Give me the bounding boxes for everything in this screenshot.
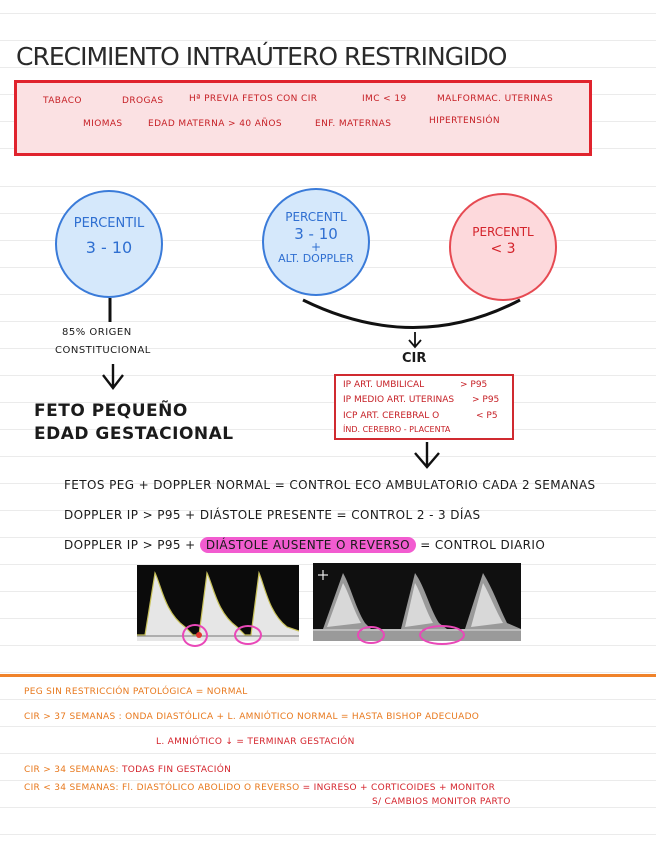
circle-label: PERCENTIL <box>73 216 145 231</box>
management-emphasis: TODAS FIN GESTACIÓN <box>122 765 232 775</box>
page-title: CRECIMIENTO INTRAÚTERO RESTRINGIDO <box>16 42 507 71</box>
risk-factor: MIOMAS <box>83 119 123 129</box>
annotation-circle <box>234 625 262 645</box>
risk-factor: DROGAS <box>122 96 164 106</box>
cir-criteria-box <box>334 374 514 440</box>
peg-line: EDAD GESTACIONAL <box>34 424 234 444</box>
risk-factor: EDAD MATERNA > 40 AÑOS <box>148 119 283 129</box>
section-divider <box>0 674 656 677</box>
cir-criterion: IP ART. UMBILICAL <box>343 380 425 390</box>
circle-value: 3 - 10 <box>85 238 133 257</box>
circle-value: < 3 <box>490 241 516 257</box>
management-line: CIR > 37 SEMANAS : ONDA DIASTÓLICA + L. AMNIÓTICO NORMAL = HASTA BISHOP ADECUADO <box>24 712 480 722</box>
circle-label: PERCENTL <box>285 210 347 224</box>
doppler-ultrasound-normal-image <box>137 565 299 641</box>
cir-criterion-value: < P5 <box>476 411 498 421</box>
management-line <box>156 737 355 747</box>
management-emphasis: = INGRESO + CORTICOIDES + MONITOR <box>302 783 496 793</box>
peg-label <box>34 400 234 446</box>
management-emphasis: L. AMNIÓTICO ↓ = TERMINAR GESTACIÓN <box>156 737 355 747</box>
cir-criterion: ÍND. CEREBRO - PLACENTA <box>343 425 451 434</box>
rule-text: DOPPLER IP > P95 + <box>64 538 196 552</box>
rule-diastole-absent <box>64 538 545 552</box>
management-line <box>24 765 231 775</box>
annotation-circle <box>357 626 385 644</box>
cir-criterion: ICP ART. CEREBRAL O <box>343 411 440 421</box>
circle-label: PERCENTL <box>472 225 534 239</box>
cir-label: CIR <box>402 351 427 366</box>
cir-criterion: IP MEDIO ART. UTERINAS <box>343 395 455 405</box>
circle-plus: + <box>310 240 322 254</box>
cir-criterion-value: > P95 <box>460 380 488 390</box>
origin-note-line: CONSTITUCIONAL <box>55 345 151 356</box>
circle-sub: ALT. DOPPLER <box>278 252 354 265</box>
rule-text: = CONTROL DIARIO <box>420 538 546 552</box>
management-text: CIR < 34 SEMANAS: Fl. DIASTÓLICO ABOLIDO O REVERSO <box>24 783 300 793</box>
annotation-dot <box>196 632 202 638</box>
cir-criterion-value: > P95 <box>472 395 500 405</box>
management-text: CIR > 34 SEMANAS: <box>24 765 119 775</box>
rule-peg-normal: FETOS PEG + DOPPLER NORMAL = CONTROL ECO AMBULATORIO CADA 2 SEMANAS <box>64 478 596 492</box>
doppler-ultrasound-reverse-image <box>313 563 521 641</box>
risk-factor: TABACO <box>43 96 82 106</box>
risk-factor: ENF. MATERNAS <box>315 119 392 129</box>
circle-value: 3 - 10 <box>294 225 338 243</box>
annotation-circle <box>419 625 465 645</box>
risk-factor: HIPERTENSIÓN <box>429 116 501 126</box>
peg-line: FETO PEQUEÑO <box>34 401 188 421</box>
management-line: PEG SIN RESTRICCIÓN PATOLÓGICA = NORMAL <box>24 687 248 697</box>
rule-diastole-present: DOPPLER IP > P95 + DIÁSTOLE PRESENTE = CONTROL 2 - 3 DÍAS <box>64 508 481 522</box>
management-line: S/ CAMBIOS MONITOR PARTO <box>372 797 511 807</box>
risk-factor: IMC < 19 <box>362 94 407 104</box>
origin-note-line: 85% ORIGEN <box>62 327 132 338</box>
risk-factor: Hª PREVIA FETOS CON CIR <box>189 94 318 104</box>
risk-factor: MALFORMAC. UTERINAS <box>437 94 554 104</box>
management-line <box>24 783 495 793</box>
highlight-diastole-absent: DIÁSTOLE AUSENTE O REVERSO <box>200 537 416 553</box>
annotation-circle <box>182 624 208 647</box>
